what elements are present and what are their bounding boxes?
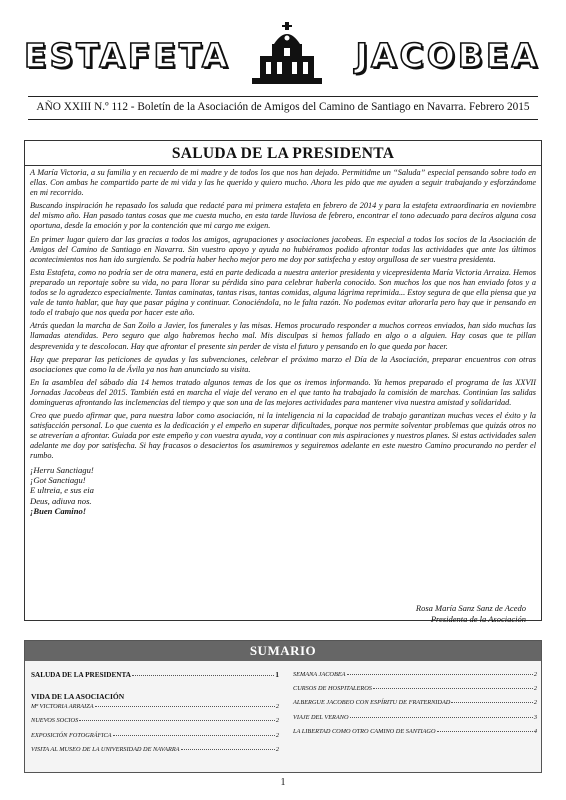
toc-section-title: VIDA DE LA ASOCIACIÓN <box>31 692 125 702</box>
toc-entry-label: CURSOS DE HOSPITALEROS <box>293 685 372 693</box>
masthead-title-right: JACOBEA <box>355 36 540 75</box>
toc-entry[interactable] <box>31 671 279 685</box>
toc-entry-label: VISITA AL MUSEO DE LA UNIVERSIDAD DE NAVARRA <box>31 745 180 753</box>
article-paragraph: Creo que puedo afirmar que, para nuestra labor como asociación, ni la inteligencia ni la capacidad de trabajo garantizan muchas veces el éxito y la satisfacción personal. Lo que cuenta es la dedicación y el empeño en superar dificultades, porque nos permite solventar problemas que quizás otros no se atreverían a afrontar. Guiada por este empeño y con vuestra ayuda, voy a continuar con mis aspiraciones y nuestros planes. Si estas actividades salen adelante me doy por satisfecha. Si hay fracasos o desaciertos los asumiremos y seguiremos adelante en este nuestro Camino procurando no perder el rumbo. <box>30 411 536 461</box>
toc-entry[interactable] <box>31 703 279 717</box>
toc-entry[interactable] <box>293 714 537 728</box>
toc-leader-dots <box>350 717 533 718</box>
sumario-left-column <box>31 671 279 760</box>
toc-entry-page: 4 <box>533 727 537 735</box>
sumario-box <box>24 640 542 773</box>
sumario-title: SUMARIO <box>25 641 541 661</box>
closing-line: Deus, adiuva nos. <box>30 495 92 506</box>
masthead-rule-bottom <box>28 119 538 120</box>
toc-entry[interactable] <box>293 671 537 685</box>
toc-entry-page: 2 <box>533 699 537 707</box>
toc-entry-page: 2 <box>275 731 279 739</box>
toc-entry-label: LA LIBERTAD COMO OTRO CAMINO DE SANTIAGO <box>293 727 436 735</box>
closing-salute <box>30 465 536 517</box>
article-paragraph: Esta Estafeta, como no podría ser de otra manera, está en parte dedicada a nuestra anterior presidenta y vicepresidenta María Victoria Arraiza. Hemos preparado un reportaje sobre su vida, no para llorar su pérdida sino para celebrar haberla conocido. Son muchos los que nos han enviado fotos y a todos se lo agradezco especialmente. Tantas caminatas, tantas risas, tantas comidas, alguna lágrima reprimida... Estoy segura de que ella piensa que ya vale de tanto hablar, que hay que pasar página y continuar. Conociéndola, no le falta razón. No podemos evitar añorarla pero hay que ir pensando en todo el trabajo que nos queda por hacer este año. <box>30 267 536 318</box>
article-body <box>30 168 536 517</box>
toc-entry[interactable] <box>31 732 279 746</box>
closing-line: ¡Got Sanctiagu! <box>30 474 86 485</box>
article-paragraph: Hay que preparar las peticiones de ayudas y las subvenciones, celebrar el próximo marzo el Día de la Asociación, preparar encuentros con otras asociaciones que como la de Ávila ya nos han anunciado su visita. <box>30 354 536 374</box>
issue-line: AÑO XXIII N.º 112 - Boletín de la Asociación de Amigos del Camino de Santiago en Navarra. Febrero 2015 <box>36 101 530 113</box>
article-title: SALUDA DE LA PRESIDENTA <box>171 145 395 162</box>
toc-leader-dots <box>181 749 275 750</box>
toc-entry-page: 2 <box>275 717 279 725</box>
page-number: 1 <box>280 777 286 788</box>
toc-entry-label: EXPOSICIÓN FOTOGRÁFICA <box>31 731 112 739</box>
sumario-right-column <box>293 671 537 742</box>
toc-entry[interactable] <box>31 717 279 731</box>
toc-entry-label: ALBERGUE JACOBEO CON ESPÍRITU DE FRATERNIDAD <box>293 699 451 707</box>
toc-leader-dots <box>373 688 533 689</box>
article-title-rule <box>24 165 542 166</box>
toc-entry-label: Mª VICTORIA ARRAIZA <box>31 703 94 711</box>
toc-leader-dots <box>95 706 275 707</box>
closing-line: E ultreia, e sus eia <box>30 485 94 496</box>
signature-name: Rosa María Sanz Sanz de Acedo <box>415 603 526 613</box>
article-paragraph: En primer lugar quiero dar las gracias a todos los amigos, agrupaciones y asociaciones jacobeas. En especial a todos los socios de la Asociación de Amigos del Camino de Santiago en Navarra. Sin vuestro apoyo y ayuda no hubiéramos podido afrontar todas las actividades que ante los últimos acontecimientos nos han ido surgiendo. Se podría haber hecho mejor pero me doy por satisfecha y estoy orgullosa de ser vuestra presidenta. <box>30 234 536 264</box>
article-paragraph: A María Victoria, a su familia y en recuerdo de mi madre y de todos los que nos han dejado. Permitidme un “Saluda” especial pensando sobre todo en ellas. Con ambas he compartido parte de mi vida y las he querido y quiero mucho. Ahora les pido que me ayuden a seguir trabajando y esforzándome en mi recorrido. <box>30 168 536 198</box>
signature <box>416 603 526 624</box>
article-paragraph: Buscando inspiración he repasado los saluda que redacté para mi primera estafeta en febrero de 2014 y para la estafeta extraordinaria en noviembre del mismo año. Han pasado tantas cosas que me cuesta mucho, en esta tarde lluviosa de febrero, encontrar el tono adecuado para decíros alguna cosa oportuna, desde la emoción y por la contención que mi cargo me exigen. <box>30 201 536 231</box>
masthead-rule-top <box>28 96 538 97</box>
toc-entry-page: 3 <box>533 713 537 721</box>
toc-entry-page: 2 <box>533 671 537 678</box>
signature-role: Presidenta de la Asociación <box>430 613 526 624</box>
toc-entry-page: 1 <box>275 671 279 679</box>
toc-entry[interactable] <box>293 699 537 713</box>
toc-leader-dots <box>113 735 275 736</box>
toc-entry-page: 2 <box>533 685 537 693</box>
toc-leader-dots <box>347 674 533 675</box>
masthead <box>20 22 546 86</box>
article-paragraph: En la asamblea del sábado día 14 hemos tratado algunos temas de los que os iremos informando. Ya hemos preparado el programa de las XXVII Jornadas Jacobeas del 2015. También está en marcha el viaje del verano en el que tanto ha trabajado la comisión de marchas. Continúan las salidas domingueras afrontando las inclemencias del tiempo y que son una de las mejores actividades para mantener viva nuestra amistad y solidaridad. <box>30 377 536 407</box>
toc-entry[interactable] <box>293 685 537 699</box>
toc-leader-dots <box>451 702 533 703</box>
toc-leader-dots <box>79 720 275 721</box>
article-paragraph: Atrás quedan la marcha de San Zoilo a Javier, los funerales y las misas. Hemos procurado responder a muchos correos enviados, han sido muchas las llamadas atendidas. Pero seguro que algo habremos hecho mal. Mis disculpas si hemos fallado en algo o a alguien. Hay cosas que te pillan desprevenida y te descolocan. Hay que afrontar el presente sin perder de vista el futuro y pensando en lo que queda por hacer. <box>30 321 536 351</box>
toc-entry[interactable] <box>293 728 537 742</box>
toc-entry-label: SALUDA DE LA PRESIDENTA <box>31 671 131 679</box>
toc-leader-dots <box>437 731 533 732</box>
closing-line: ¡Herru Sanctiagu! <box>30 464 94 475</box>
toc-entry-label: VIAJE DEL VERANO <box>293 713 349 721</box>
church-emblem-icon <box>252 22 322 86</box>
toc-entry-label: NUEVOS SOCIOS <box>31 717 79 725</box>
toc-leader-dots <box>132 675 274 676</box>
masthead-title-left: ESTAFETA <box>24 36 231 75</box>
toc-entry-page: 2 <box>275 703 279 711</box>
toc-entry-label: SEMANA JACOBEA <box>293 671 346 678</box>
closing-line-bold: ¡Buen Camino! <box>30 506 87 517</box>
toc-entry[interactable] <box>31 746 279 760</box>
toc-entry-page: 2 <box>275 745 279 753</box>
